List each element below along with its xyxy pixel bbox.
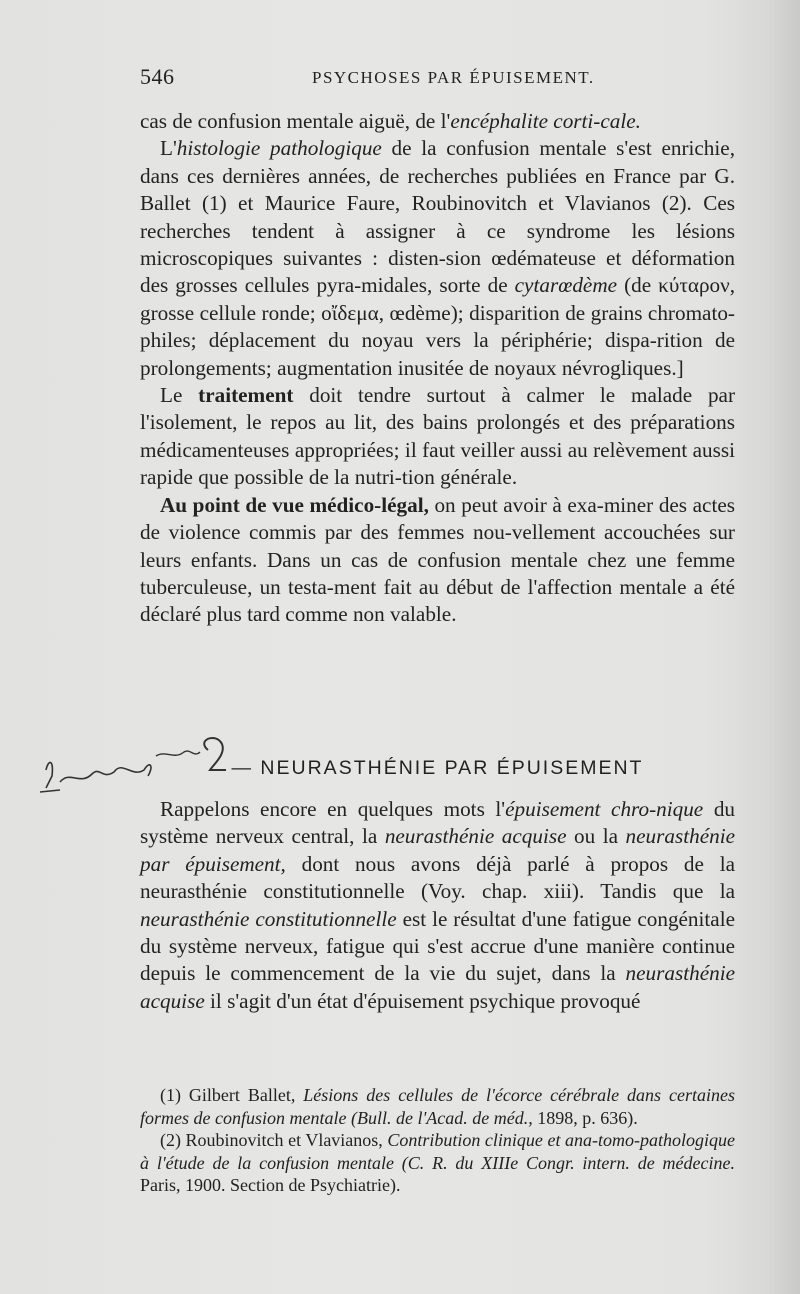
page-number: 546	[140, 64, 175, 89]
section-heading	[140, 757, 735, 780]
section-text	[140, 796, 735, 1015]
bold-run: traitement	[198, 383, 294, 408]
text-run: cas de confusion mentale aiguë, de l'	[140, 109, 451, 133]
text-run: (de κύταρον, grosse cellule ronde; οἴδεμα, œdème); disparition de grains chromato-philes; déplacement du noyau vers la périphérie; dispa-rition de prolongements; augmentation inusitée de noyaux névrogliques.]	[140, 273, 735, 380]
italic-run: neurasthénie acquise	[140, 961, 735, 1013]
text-run: Paris, 1900. Section de Psychiatrie).	[140, 1175, 401, 1196]
section-heading-text: — NEURASTHÉNIE PAR ÉPUISEMENT	[231, 757, 644, 779]
text-run: 1898, p. 636).	[532, 1107, 638, 1128]
italic-run: histologie pathologique	[176, 136, 382, 161]
text-run: ou la	[566, 824, 626, 849]
footnotes	[140, 1084, 735, 1197]
text-run: est le résultat d'une fatigue congénitale du système nerveux, fatigue qui s'est accrue d'une manière continue depuis le commencement de la vie du sujet, dans la	[140, 906, 735, 986]
italic-run: Contribution clinique et ana-tomo-pathologique à l'étude de la confusion mentale (C. R. du XIIIe Congr. intern. de médecine.	[140, 1130, 735, 1173]
italic-run: cytarœdème	[514, 273, 618, 298]
italic-run: neurasthénie acquise	[384, 824, 567, 849]
paragraph-2	[140, 135, 735, 382]
text-run: (1) Gilbert Ballet,	[160, 1085, 304, 1105]
text-run: dont nous avons déjà parlé à propos de la neurasthénie constitutionnelle (Voy. chap. xiii). Tandis que la	[140, 851, 735, 904]
page-header	[140, 64, 735, 94]
italic-run: neurasthénie constitutionnelle	[140, 906, 397, 931]
footnote-1	[140, 1084, 735, 1129]
text-run: (2) Roubinovitch et Vlavianos,	[160, 1130, 388, 1151]
paragraph-1	[140, 108, 735, 135]
italic-run: Lésions des cellules de l'écorce cérébrale dans certaines formes de confusion mentale (Bull. de l'Acad. de méd.,	[140, 1085, 735, 1128]
italic-run: épuisement chro-nique	[505, 797, 704, 821]
main-text	[140, 108, 735, 629]
section-paragraph	[140, 796, 735, 1015]
text-run: doit tendre surtout à calmer le malade par l'isolement, le repos au lit, des bains prolongés et des préparations médicamenteuses appropriées; il faut veiller aussi au relèvement aussi rapide que possible de la nutri-tion générale.	[140, 383, 735, 490]
text-run: de la confusion mentale s'est enrichie, dans ces dernières années, de recherches publiées en France par G. Ballet (1) et Maurice Faure, Roubinovitch et Vlavianos (2). Ces recherches tendent à assigner à ce syndrome les lésions microscopiques suivantes : disten-sion œdémateuse et déformation des grosses cellules pyra-midales, sorte de	[140, 136, 735, 298]
paragraph-4	[140, 492, 735, 629]
footnote-2	[140, 1129, 735, 1197]
text-run: on peut avoir à exa-miner des actes de violence commis par des femmes nou-vellement accouchées sur leurs enfants. Dans un cas de confusion mentale chez une femme tuberculeuse, un testa-ment fait au début de l'affection mentale a été déclaré plus tard comme non valable.	[140, 492, 735, 627]
running-title: PSYCHOSES PAR ÉPUISEMENT.	[312, 68, 595, 87]
paragraph-3	[140, 382, 735, 492]
bold-run: Au point de vue médico-légal,	[160, 492, 429, 517]
text-run: Le	[160, 383, 199, 408]
italic-run: encéphalite corti-cale.	[450, 109, 641, 133]
text-run: L'	[160, 136, 177, 161]
italic-run: neurasthénie par épuisement,	[140, 824, 735, 876]
text-run: il s'agit d'un état d'épuisement psychique provoqué	[204, 988, 641, 1013]
text-run: du système nerveux central, la	[140, 797, 736, 849]
text-run: Rappelons encore en quelques mots l'	[160, 797, 506, 821]
